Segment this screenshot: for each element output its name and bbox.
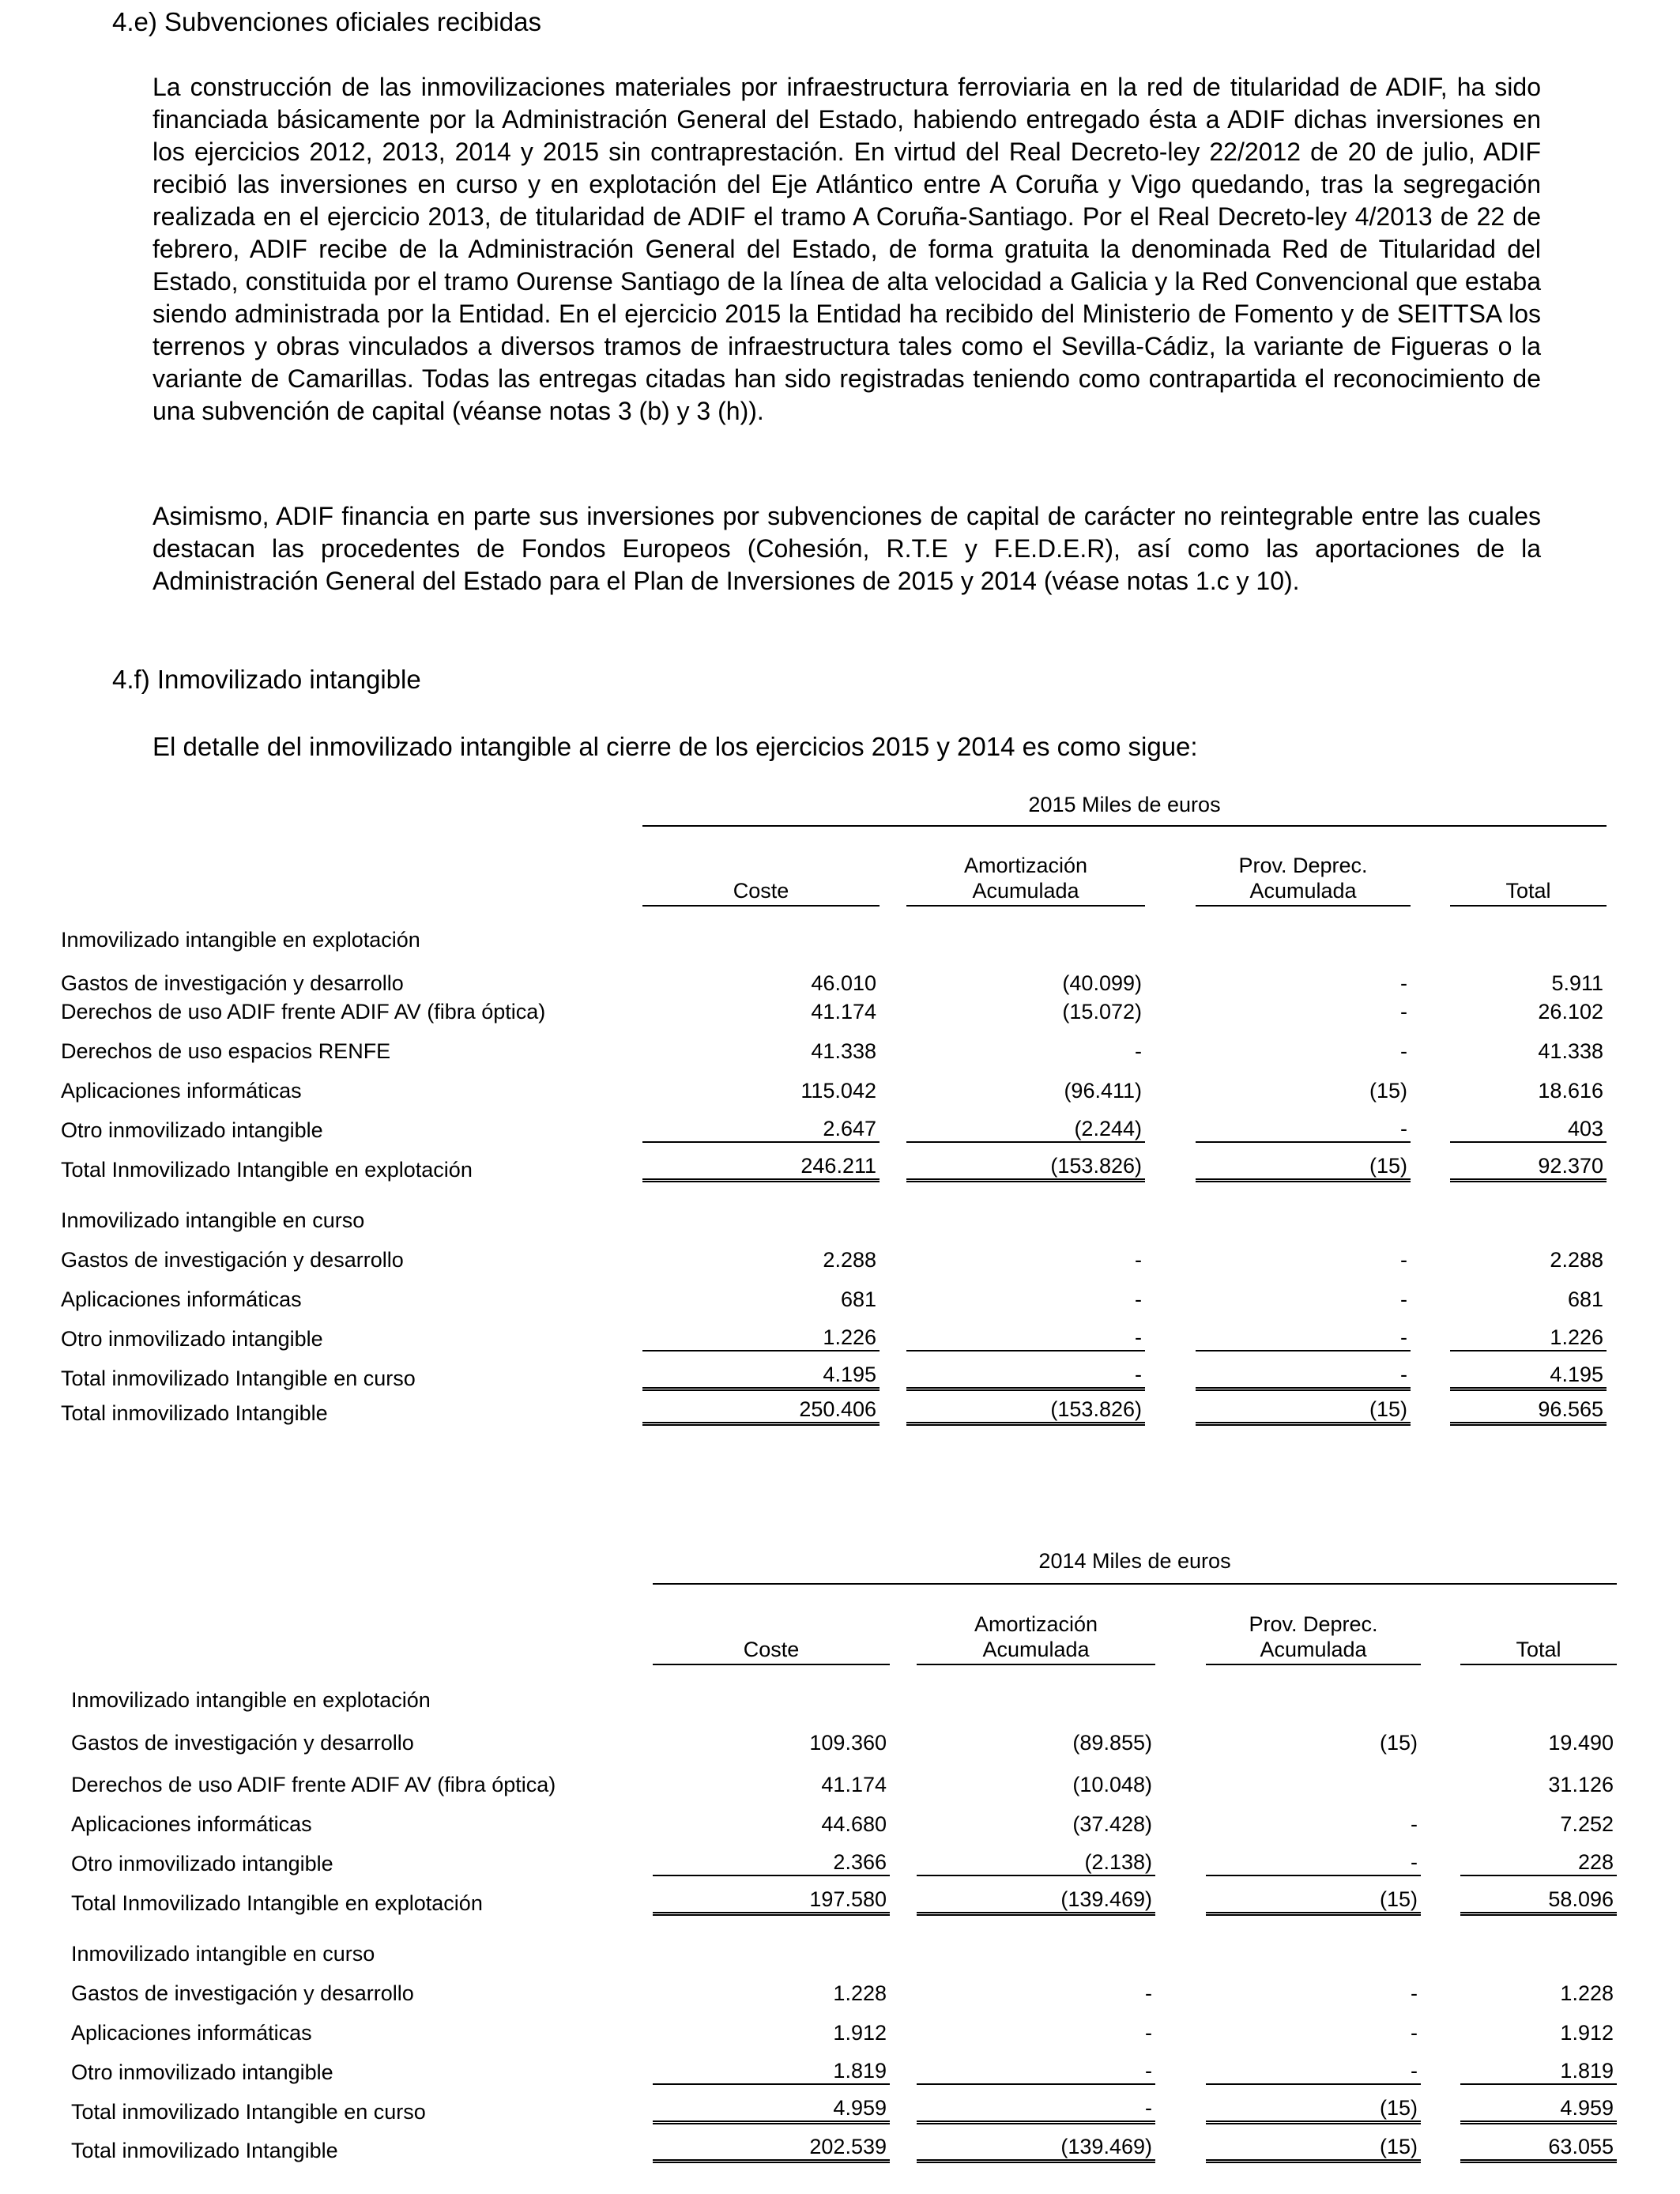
table-row xyxy=(61,1280,1625,1312)
row-label: Otro inmovilizado intangible xyxy=(71,2060,333,2084)
row-label: Derechos de uso espacios RENFE xyxy=(61,1039,391,1063)
cell-amort: (139.469) xyxy=(917,1887,1155,1916)
cell-coste: 41.174 xyxy=(811,1000,876,1023)
table-2015-col-total: Total xyxy=(1450,853,1607,907)
cell-total: 4.195 xyxy=(1450,1362,1607,1391)
cell-prov: - xyxy=(1206,2058,1421,2085)
cell-coste: 41.338 xyxy=(811,1039,876,1063)
cell-total: 41.338 xyxy=(1538,1039,1603,1063)
cell-coste: 115.042 xyxy=(800,1079,876,1103)
table-row xyxy=(61,1201,1625,1233)
table-row xyxy=(71,1724,1636,1755)
row-label: Inmovilizado intangible en curso xyxy=(61,1208,365,1232)
cell-amort: (2.138) xyxy=(917,1849,1155,1876)
cell-total: 96.565 xyxy=(1450,1397,1607,1426)
table-row xyxy=(61,1241,1625,1272)
table-2014-col-provision: Prov. Deprec. Acumulada xyxy=(1206,1612,1421,1665)
cell-prov: - xyxy=(1400,1039,1407,1063)
row-label: Otro inmovilizado intangible xyxy=(71,1852,333,1875)
table-2014 xyxy=(71,1547,1636,2179)
table-row xyxy=(71,1766,1636,1797)
row-label: Otro inmovilizado intangible xyxy=(61,1327,323,1351)
cell-total: 58.096 xyxy=(1460,1887,1617,1916)
table-row xyxy=(71,2093,1636,2124)
cell-amort: (2.244) xyxy=(906,1116,1145,1143)
row-label: Total inmovilizado Intangible xyxy=(71,2139,338,2162)
row-label: Aplicaciones informáticas xyxy=(61,1287,302,1311)
cell-amort: - xyxy=(1135,1248,1142,1272)
table-2015-col-provision: Prov. Deprec. Acumulada xyxy=(1196,853,1411,907)
row-label: Otro inmovilizado intangible xyxy=(61,1118,323,1142)
cell-total: 19.490 xyxy=(1548,1731,1614,1755)
cell-amort: (89.855) xyxy=(1072,1731,1152,1755)
table-row xyxy=(71,2132,1636,2163)
cell-prov: - xyxy=(1400,1000,1407,1023)
cell-coste: 246.211 xyxy=(642,1153,880,1182)
table-row xyxy=(71,1884,1636,1916)
cell-coste: 1.228 xyxy=(833,1981,887,2005)
table-row xyxy=(71,2053,1636,2085)
table-2014-col-coste: Coste xyxy=(653,1612,890,1665)
cell-total: 7.252 xyxy=(1560,1812,1614,1836)
cell-coste: 250.406 xyxy=(642,1397,880,1426)
cell-total: 1.912 xyxy=(1560,2021,1614,2045)
cell-amort: - xyxy=(1145,2021,1152,2045)
cell-amort: (40.099) xyxy=(1062,971,1142,995)
cell-coste: 2.647 xyxy=(642,1116,880,1143)
cell-amort: - xyxy=(1135,1039,1142,1063)
cell-coste: 46.010 xyxy=(811,971,876,995)
cell-coste: 2.366 xyxy=(653,1849,890,1876)
table-row xyxy=(61,1151,1625,1182)
cell-total: 26.102 xyxy=(1538,1000,1603,1023)
cell-prov: - xyxy=(1196,1325,1411,1351)
row-label: Inmovilizado intangible en explotación xyxy=(61,928,420,952)
cell-prov: - xyxy=(1400,1287,1407,1311)
table-row xyxy=(61,964,1625,996)
table-row xyxy=(71,1681,1636,1713)
table-row xyxy=(71,1805,1636,1837)
cell-amort: - xyxy=(906,1362,1145,1391)
table-2014-header-rule xyxy=(653,1583,1617,1585)
cell-coste: 2.288 xyxy=(823,1248,876,1272)
cell-total: 63.055 xyxy=(1460,2134,1617,2163)
table-row xyxy=(61,993,1625,1024)
paragraph-subvenciones-2: Asimismo, ADIF financia en parte sus inversiones por subvenciones de capital de carácter no reintegrable entre las cuales destacan las procedentes de Fondos Europeos (Cohesión, R.T.E y F.E.D.E.R), así como las aportaciones de la Administración General del Estado para el Plan de Inversiones de 2015 y 2014 (véase notas 1.c y 10). xyxy=(153,502,1541,595)
cell-prov: - xyxy=(1196,1116,1411,1143)
row-label: Aplicaciones informáticas xyxy=(71,2021,312,2045)
cell-prov: - xyxy=(1411,1812,1418,1836)
table-2015-col-amortizacion: Amortización Acumulada xyxy=(906,853,1145,907)
cell-total: 403 xyxy=(1450,1116,1607,1143)
row-label: Inmovilizado intangible en curso xyxy=(71,1942,375,1966)
cell-total: 2.288 xyxy=(1550,1248,1603,1272)
table-row xyxy=(61,921,1625,952)
cell-prov: (15) xyxy=(1196,1153,1411,1182)
cell-amort: - xyxy=(906,1325,1145,1351)
table-2015-col-coste: Coste xyxy=(642,853,880,907)
cell-coste: 1.912 xyxy=(833,2021,887,2045)
cell-prov: (15) xyxy=(1196,1397,1411,1426)
cell-amort: (96.411) xyxy=(1064,1079,1142,1103)
cell-amort: - xyxy=(1135,1287,1142,1311)
table-2015 xyxy=(61,790,1625,1438)
cell-coste: 681 xyxy=(840,1287,876,1311)
cell-total: 228 xyxy=(1460,1849,1617,1876)
cell-coste: 1.819 xyxy=(653,2058,890,2085)
cell-total: 92.370 xyxy=(1450,1153,1607,1182)
cell-total: 4.959 xyxy=(1460,2095,1617,2124)
table-2014-col-amortizacion: Amortización Acumulada xyxy=(917,1612,1155,1665)
cell-coste: 4.959 xyxy=(653,2095,890,2124)
cell-prov: - xyxy=(1400,1248,1407,1272)
section-heading-4e: 4.e) Subvenciones oficiales recibidas xyxy=(112,7,541,36)
cell-amort: - xyxy=(917,2095,1155,2124)
cell-amort: - xyxy=(917,2058,1155,2085)
table-2015-year-header: 2015 Miles de euros xyxy=(1028,793,1221,816)
cell-prov: (15) xyxy=(1206,2095,1421,2124)
cell-prov: - xyxy=(1206,1849,1421,1876)
table-2014-year-header: 2014 Miles de euros xyxy=(1038,1549,1231,1573)
table-row xyxy=(71,1845,1636,1876)
row-label: Inmovilizado intangible en explotación xyxy=(71,1688,431,1712)
table-row xyxy=(71,1974,1636,2006)
cell-total: 5.911 xyxy=(1551,971,1603,995)
section-heading-4f: 4.f) Inmovilizado intangible xyxy=(112,665,421,694)
cell-amort: (153.826) xyxy=(906,1397,1145,1426)
row-label: Total Inmovilizado Intangible en explotación xyxy=(61,1158,473,1182)
row-label: Aplicaciones informáticas xyxy=(71,1812,312,1836)
cell-total: 1.819 xyxy=(1460,2058,1617,2085)
cell-amort: - xyxy=(1145,1981,1152,2005)
row-label: Gastos de investigación y desarrollo xyxy=(61,971,404,995)
paragraph-subvenciones-1: La construcción de las inmovilizaciones materiales por infraestructura ferroviaria en la red de titularidad de ADIF, ha sido financiada básicamente por la Administración General del Estado, habiendo entregado ésta a ADIF dichas inversiones en los ejercicios 2012, 2013, 2014 y 2015 sin contraprestación. En virtud del Real Decreto-ley 22/2012 de 20 de julio, ADIF recibió las inversiones en curso y en explotación del Eje Atlántico entre A Coruña y Vigo quedando, tras la segregación realizada en el ejercicio 2013, de titularidad de ADIF el tramo A Coruña-Santiago. Por el Real Decreto-ley 4/2013 de 22 de febrero, ADIF recibe de la Administración General del Estado, de forma gratuita la denominada Red de Titularidad del Estado, constituida por el tramo Ourense Santiago de la línea de alta velocidad a Galicia y la Red Convencional que estaba siendo administrada por la Entidad. En el ejercicio 2015 la Entidad ha recibido del Ministerio de Fomento y de SEITTSA los terrenos y obras vinculados a diversos tramos de infraestructura tales como el Sevilla-Cádiz, la variante de Figueras o la variante de Camarillas. Todas las entregas citadas han sido registradas teniendo como contrapartida el reconocimiento de una subvención de capital (véanse notas 3 (b) y 3 (h)). xyxy=(153,73,1541,425)
row-label: Total inmovilizado Intangible xyxy=(61,1401,328,1425)
cell-coste: 109.360 xyxy=(809,1731,887,1755)
cell-prov: (15) xyxy=(1379,1731,1418,1755)
table-row xyxy=(61,1072,1625,1103)
table-2015-header-rule xyxy=(642,825,1607,827)
row-label: Total Inmovilizado Intangible en explotación xyxy=(71,1891,483,1915)
cell-total: 1.228 xyxy=(1560,1981,1614,2005)
cell-total: 1.226 xyxy=(1450,1325,1607,1351)
cell-amort: (153.826) xyxy=(906,1153,1145,1182)
table-row xyxy=(61,1394,1625,1426)
cell-total: 681 xyxy=(1567,1287,1603,1311)
cell-prov: - xyxy=(1411,2021,1418,2045)
table-row xyxy=(71,2014,1636,2045)
table-2014-col-total: Total xyxy=(1460,1612,1617,1665)
cell-coste: 4.195 xyxy=(642,1362,880,1391)
cell-prov: - xyxy=(1400,971,1407,995)
cell-prov: (15) xyxy=(1369,1079,1407,1103)
intro-inmovilizado-intangible: El detalle del inmovilizado intangible al cierre de los ejercicios 2015 y 2014 es como sigue: xyxy=(153,732,1198,761)
cell-total: 18.616 xyxy=(1538,1079,1603,1103)
cell-amort: (10.048) xyxy=(1072,1773,1152,1796)
cell-coste: 197.580 xyxy=(653,1887,890,1916)
row-label: Derechos de uso ADIF frente ADIF AV (fibra óptica) xyxy=(71,1773,556,1796)
cell-coste: 1.226 xyxy=(642,1325,880,1351)
table-row xyxy=(61,1320,1625,1351)
cell-prov: - xyxy=(1196,1362,1411,1391)
row-label: Derechos de uso ADIF frente ADIF AV (fibra óptica) xyxy=(61,1000,546,1023)
table-row xyxy=(71,1935,1636,1966)
table-row xyxy=(61,1032,1625,1064)
cell-coste: 44.680 xyxy=(821,1812,887,1836)
cell-amort: (37.428) xyxy=(1072,1812,1152,1836)
cell-total: 31.126 xyxy=(1548,1773,1614,1796)
cell-prov: (15) xyxy=(1206,2134,1421,2163)
cell-amort: (139.469) xyxy=(917,2134,1155,2163)
cell-prov: - xyxy=(1411,1981,1418,2005)
row-label: Total inmovilizado Intangible en curso xyxy=(61,1367,416,1390)
row-label: Aplicaciones informáticas xyxy=(61,1079,302,1103)
row-label: Gastos de investigación y desarrollo xyxy=(71,1981,414,2005)
row-label: Gastos de investigación y desarrollo xyxy=(61,1248,404,1272)
table-row xyxy=(61,1359,1625,1391)
cell-coste: 202.539 xyxy=(653,2134,890,2163)
row-label: Total inmovilizado Intangible en curso xyxy=(71,2100,426,2124)
cell-coste: 41.174 xyxy=(821,1773,887,1796)
cell-prov: (15) xyxy=(1206,1887,1421,1916)
row-label: Gastos de investigación y desarrollo xyxy=(71,1731,414,1755)
cell-amort: (15.072) xyxy=(1062,1000,1142,1023)
table-row xyxy=(61,1111,1625,1143)
